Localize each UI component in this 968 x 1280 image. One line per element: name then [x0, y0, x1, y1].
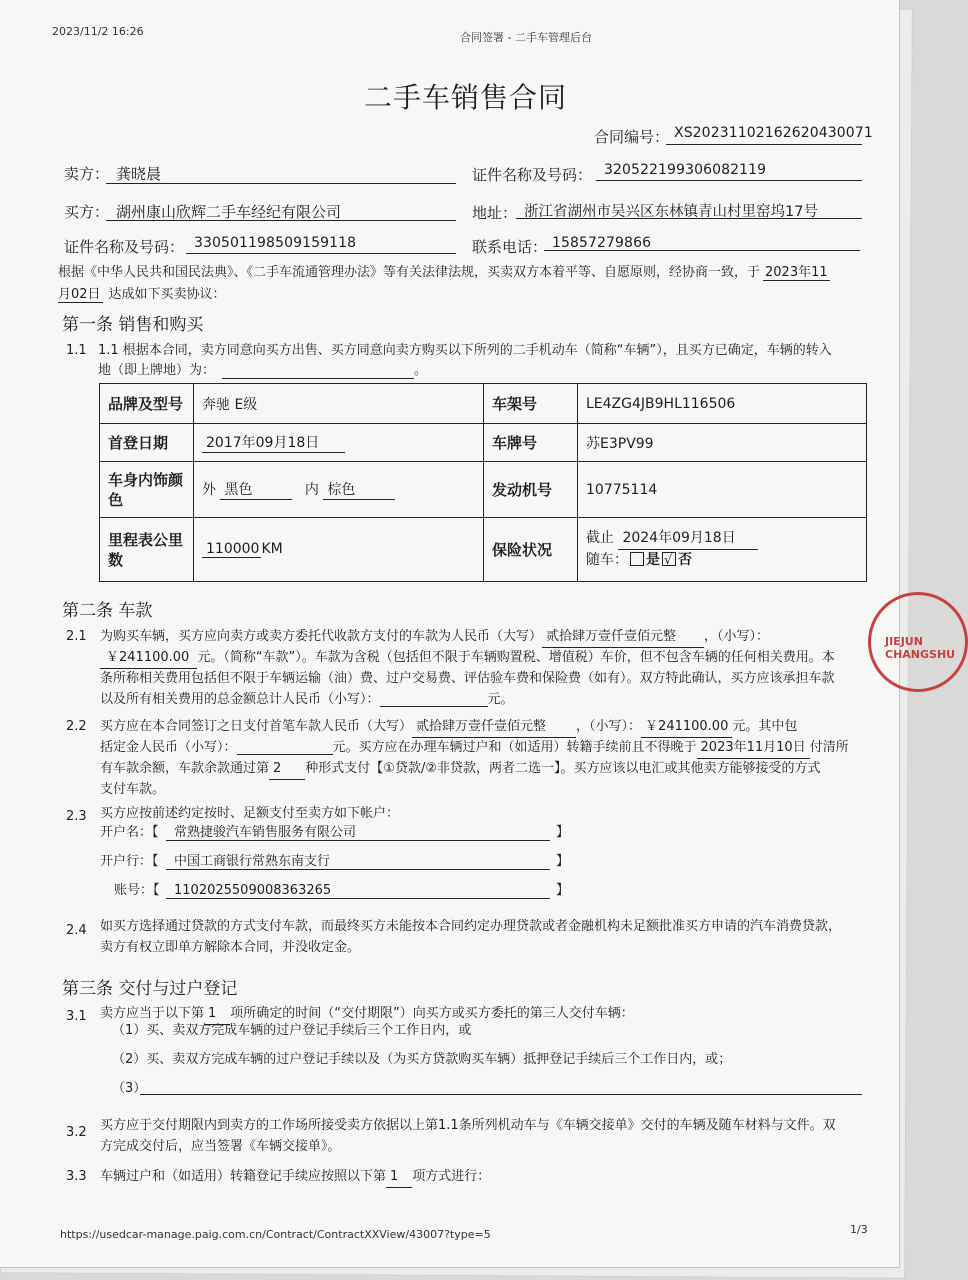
exterior-prefix: 外	[202, 482, 216, 498]
clause-1-1-number: 1.1	[66, 343, 87, 358]
document-title: 二手车销售合同	[364, 81, 568, 114]
bank-close: 】	[556, 854, 570, 869]
engine-value: 10775114	[578, 462, 867, 518]
section-1-title: 第一条 销售和购买	[62, 315, 204, 335]
plate-value: 苏E3PV99	[578, 424, 867, 462]
insurance-yes-checkbox	[630, 552, 644, 566]
insurance-with-car-prefix: 随车：	[586, 552, 628, 568]
clause-3-1-option-2: （2）买、卖双方完成车辆的过户登记手续以及（为买方贷款购买车辆）抵押登记手续后三个工作日内，或；	[112, 1052, 732, 1067]
vin-label: 车架号	[484, 384, 578, 424]
engine-label: 发动机号	[484, 462, 578, 518]
clause-2-1-number: 2.1	[66, 629, 87, 644]
clause-2-4-number: 2.4	[66, 923, 87, 938]
insurance-cell	[578, 518, 867, 582]
brand-value: 奔驰 E级	[194, 384, 484, 424]
clause-1-1-line-1: 1.1 根据本合同，卖方同意向买方出售、买方同意向卖方购买以下所列的二手机动车（简称“车辆”），且买方已确定，车辆的转入	[98, 343, 832, 358]
company-seal	[868, 592, 968, 692]
preamble-line-2: 月02日 达成如下买卖协议：	[58, 287, 226, 302]
clause-2-3-number: 2.3	[66, 809, 87, 824]
seller-id-label: 证件名称及号码：	[472, 166, 593, 184]
clause-2-3-intro: 买方应按前述约定按时、足额支付至卖方如下帐户：	[100, 806, 400, 821]
account-holder-label: 开户名：【	[100, 825, 159, 840]
bank-value: 中国工商银行常熟东南支行	[174, 854, 331, 869]
seller-label: 卖方：	[64, 165, 110, 183]
clause-3-3-option: 1	[386, 1166, 412, 1188]
clause-2-1-line-3: 条所称相关费用包括但不限于车辆运输（油）费、过户交易费、评估验车费和保险费（如有）。双方特此确认，买方应该承担车款	[100, 671, 835, 686]
buyer-name: 湖州康山欣辉二手车经纪有限公司	[116, 203, 342, 221]
exterior-color: 黑色	[220, 479, 292, 500]
clause-2-1-line-2: ￥241100.00 元。（简称“车款”）。车款为含税（包括但不限于车辆购置税、增值税）车价，但不包含车辆的任何相关费用。本	[100, 647, 835, 669]
preamble-line-1: 根据《中华人民共和国民法典》、《二手车流通管理办法》等有关法律法规，买卖双方本着平等、自愿原则，经协商一致，于 2023年11	[58, 265, 828, 280]
clause-1-1-line-2-end: 。	[414, 363, 428, 378]
clause-3-1-line-1: 卖方应当于以下第 1 项所确定的时间（“交付期限”）向买方或买方委托的第三人交付车辆：	[100, 1003, 634, 1025]
clause-3-1-option-3: （3）	[112, 1081, 147, 1096]
account-holder-close: 】	[556, 825, 570, 840]
clause-3-3-line-1: 车辆过户和（如适用）转籍登记手续应按照以下第 1 项方式进行：	[100, 1166, 490, 1188]
buyer-phone-value: 15857279866	[552, 235, 652, 251]
plate-label: 车牌号	[484, 424, 578, 462]
account-number-label: 账号：【	[114, 883, 160, 898]
mileage-value: 110000	[202, 541, 261, 558]
insurance-until-prefix: 截止	[586, 530, 614, 546]
seller-id-value: 320522199306082119	[604, 162, 767, 178]
insurance-no-checkbox	[662, 552, 676, 566]
insurance-until-date: 2024年09月18日	[618, 528, 757, 550]
clause-3-1-option: 1	[204, 1003, 230, 1025]
clause-3-1-number: 3.1	[66, 1009, 87, 1024]
clause-3-2-line-1: 买方应于交付期限内到卖方的工作场所接受卖方依据以上第1.1条所列机动车与《车辆交接单》交付的车辆及随车材料与文件。双	[100, 1118, 836, 1133]
page-number: 1/3	[850, 1223, 868, 1236]
first-registration-cell	[194, 424, 484, 462]
clause-3-2-number: 3.2	[66, 1125, 87, 1140]
seal-text: JIEJUN CHANGSHU	[885, 635, 956, 661]
brand-label: 品牌及型号	[100, 384, 194, 424]
clause-2-4-line-2: 卖方有权立即单方解除本合同，并没收定金。	[100, 940, 361, 955]
clause-2-1-line-1: 为购买车辆，买方应向卖方或卖方委托代收款方支付的车款为人民币（大写） 贰拾肆万壹仟壹佰元整 ，（小写）：	[100, 626, 769, 648]
first-registration-label: 首登日期	[100, 424, 194, 462]
account-holder-value: 常熟捷骏汽车销售服务有限公司	[174, 825, 357, 840]
clause-2-2-deadline: 2023年11月10日	[697, 737, 810, 759]
buyer-phone-label: 联系电话：	[472, 238, 548, 256]
color-label: 车身内饰颜色	[100, 462, 194, 518]
print-url: https://usedcar-manage.paig.com.cn/Contract/ContractXXView/43007?type=5	[60, 1228, 491, 1241]
mileage-cell	[194, 518, 484, 582]
account-number-close: 】	[556, 883, 570, 898]
contract-no-value: XS20231102162620430071	[674, 125, 873, 141]
insurance-yes-label: 是	[646, 552, 660, 568]
buyer-label: 买方：	[64, 203, 110, 221]
section-2-title: 第二条 车款	[62, 601, 153, 621]
section-3-title: 第三条 交付与过户登记	[62, 979, 238, 999]
buyer-address-label: 地址：	[472, 204, 518, 222]
buyer-id-value: 330501198509159118	[194, 235, 357, 251]
clause-2-1-amount: ￥241100.00	[100, 647, 197, 669]
mileage-label: 里程表公里数	[100, 518, 194, 582]
clause-2-2-line-4: 支付车款。	[100, 782, 166, 797]
buyer-id-label: 证件名称及号码：	[64, 238, 185, 256]
seller-name: 龚晓晨	[116, 165, 162, 183]
print-page-title: 合同签署 - 二手车管理后台	[460, 31, 592, 44]
clause-2-2-number: 2.2	[66, 719, 87, 734]
contract-no-label: 合同编号：	[594, 128, 670, 146]
insurance-label: 保险状况	[484, 518, 578, 582]
buyer-address-value: 浙江省湖州市吴兴区东林镇青山村里窑坞17号	[524, 204, 818, 220]
account-number-value: 1102025509008363265	[174, 883, 332, 898]
interior-color: 棕色	[323, 479, 395, 500]
clause-2-4-line-1: 如买方选择通过贷款的方式支付车款，而最终买方未能按本合同约定办理贷款或者金融机构未足额批准买方申请的汽车消费贷款，	[100, 919, 842, 934]
clause-3-3-number: 3.3	[66, 1169, 87, 1184]
clause-3-1-option-1: （1）买、卖双方完成车辆的过户登记手续后三个工作日内，或	[112, 1023, 472, 1038]
print-datetime: 2023/11/2 16:26	[52, 25, 144, 38]
clause-2-1-line-4: 以及所有相关费用的总金额总计人民币（小写）： 元。	[100, 689, 514, 710]
clause-3-2-line-2: 方完成交付后，应当签署《车辆交接单》。	[100, 1139, 341, 1154]
clause-2-2-line-3: 有车款余额，车款余款通过第 2 种形式支付【①贷款/②非贷款，两者二选一】。买方应该以电汇或其他卖方能够接受的方式	[100, 758, 821, 780]
insurance-no-label: 否	[678, 552, 692, 568]
clause-1-1-line-2: 地（即上牌地）为：	[98, 363, 216, 378]
clause-2-2-amount-upper: 贰拾肆万壹仟壹佰元整	[412, 716, 576, 738]
clause-2-2-line-2: 括定金人民币（小写）： 元。买方应在办理车辆过户和（如适用）转籍手续前且不得晚于 2023年11月10日 付清所	[100, 737, 849, 759]
interior-prefix: 内	[304, 482, 319, 498]
clause-2-1-amount-upper: 贰拾肆万壹仟壹佰元整	[542, 626, 704, 648]
first-registration-value: 2017年09月18日	[202, 432, 345, 453]
vin-value: LE4ZG4JB9HL116506	[578, 384, 867, 424]
bank-label: 开户行：【	[100, 854, 159, 869]
clause-2-2-amount: ￥241100.00	[641, 716, 732, 738]
clause-2-2-payment-form: 2	[269, 758, 305, 780]
clause-2-2-line-1: 买方应在本合同签订之日支付首笔车款人民币（大写） 贰拾肆万壹仟壹佰元整 ，（小写）： ￥241100.00 元。其中包	[100, 716, 797, 738]
vehicle-info-table	[99, 383, 867, 582]
mileage-unit: KM	[261, 541, 283, 557]
color-cell	[194, 462, 484, 518]
